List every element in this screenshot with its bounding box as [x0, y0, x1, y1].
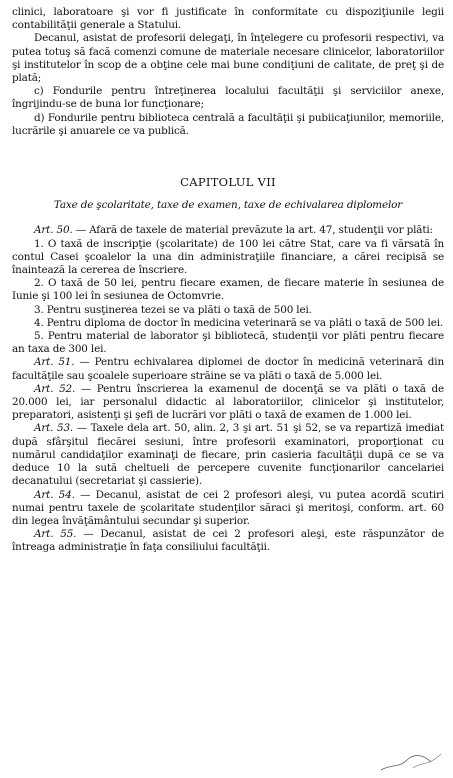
art50-item-2: 2. O taxă de 50 lei, pentru fiecare examen, de fiecare materie în sesiunea de Iunie şi 100 lei în sesiunea de Octomvrie.	[12, 277, 444, 303]
pen-scribble-mark	[377, 748, 447, 774]
paragraph-legal-continuation: clinici, laboratoare şi vor fi justificate în conformitate cu dispoziţiunile legii contabilităţii generale a Statului.	[12, 6, 444, 32]
article-label: Art. 51.	[34, 356, 75, 369]
chapter-subtitle: Taxe de şcolaritate, taxe de examen, taxe de echivalarea diplomelor	[53, 199, 403, 212]
article-text: — Decanul, asistat de cei 2 profesori aleşi, vu putea acordă scutiri numai pentru taxele de şcolaritate studenţilor săraci şi meritoşi, conform. art. 60 din legea învăţământului secundar şi superior.	[12, 488, 445, 527]
article-label: Art. 53.	[34, 422, 74, 435]
article-label: Art. 50.	[34, 224, 73, 237]
article-text: — Pentru înscrierea la examenul de docenţă se va plăti o taxă de 20.000 lei, iar personalul didactic al laboratoriilor, clinicelor şi institutelor, preparatori, asistenţi şi şefi de lucrări vor plăti o taxă de examen de 1.000 lei.	[12, 382, 444, 422]
article-54	[12, 489, 444, 529]
paragraph-item-c: c) Fondurile pentru întreţinerea localului facultăţii şi serviciilor anexe, îngrijindu-se de buna lor funcţionare;	[12, 85, 444, 111]
article-text: — Taxele dela art. 50, alin. 2, 3 şi art. 51 şi 52, se va repartiză imediat după sfârşitul fiecărei sesiuni, între profesorii examinatori, proporţionat cu numărul candidaţilor examinaţi de fiecare, prin casieria facultăţii după ce se va deduce 10 la sută cheltueli de percepere cuvenite funcţionarilor cancelariei decanatului (secretariat şi cassierie).	[12, 422, 445, 488]
article-51	[12, 356, 444, 382]
art50-item-5: 5. Pentru material de laborator şi bibliotecă, studenţii vor plăti pentru fiecare an taxa de 300 lei.	[12, 330, 444, 356]
article-label: Art. 52.	[34, 382, 76, 395]
art50-item-3: 3. Pentru susţinerea tezei se va plăti o taxă de 500 lei.	[34, 303, 312, 316]
paragraph-item-d: d) Fondurile pentru biblioteca centrală a facultăţii şi pubiicaţiunilor, memoriile, lucrările şi anuarele ce va publică.	[12, 111, 444, 137]
article-label: Art. 54.	[34, 488, 75, 501]
art50-item-4: 4. Pentru diploma de doctor în medicina veterinară se va plăti o taxă de 500 lei.	[34, 316, 444, 329]
article-text: — Afară de taxele de material prevăzute la art. 47, studenţii vor plăti:	[72, 224, 433, 237]
article-53	[12, 422, 444, 488]
article-text: — Decanul, asistat de cei 2 profesori aleşi, este răspunzător de întreaga administraţie în faţa consiliului facultăţii.	[12, 528, 444, 554]
article-50	[12, 224, 444, 237]
article-text: — Pentru echivalarea diplomei de doctor în medicină veterinară din facultăţile sau şcoalele superioare străine se va plăti o taxă de 5.000 lei.	[12, 356, 445, 382]
document-page	[12, 6, 444, 555]
art50-item-1: 1. O taxă de inscripţie (şcolaritate) de 100 lei către Stat, care va fi vărsată în contul Casei şcoalelor la una din administraţiile financiare, a cărei recipisă se înaintează la cererea de înscriere.	[12, 237, 444, 277]
article-55	[12, 528, 444, 554]
paragraph-dean-orders: Decanul, asistat de profesorii delegaţi, în înţelegere cu profesorii respectivi, va putea totuş să facă comenzi comune de materiale necesare clinicelor, laboratoriilor şi institutelor în scop de a obţine cele mai bune condiţiuni de calitate, de preţ şi de plată;	[12, 32, 444, 85]
article-label: Art. 55.	[34, 528, 77, 541]
article-52	[12, 383, 444, 423]
chapter-title: CAPITOLUL VII	[180, 175, 276, 190]
